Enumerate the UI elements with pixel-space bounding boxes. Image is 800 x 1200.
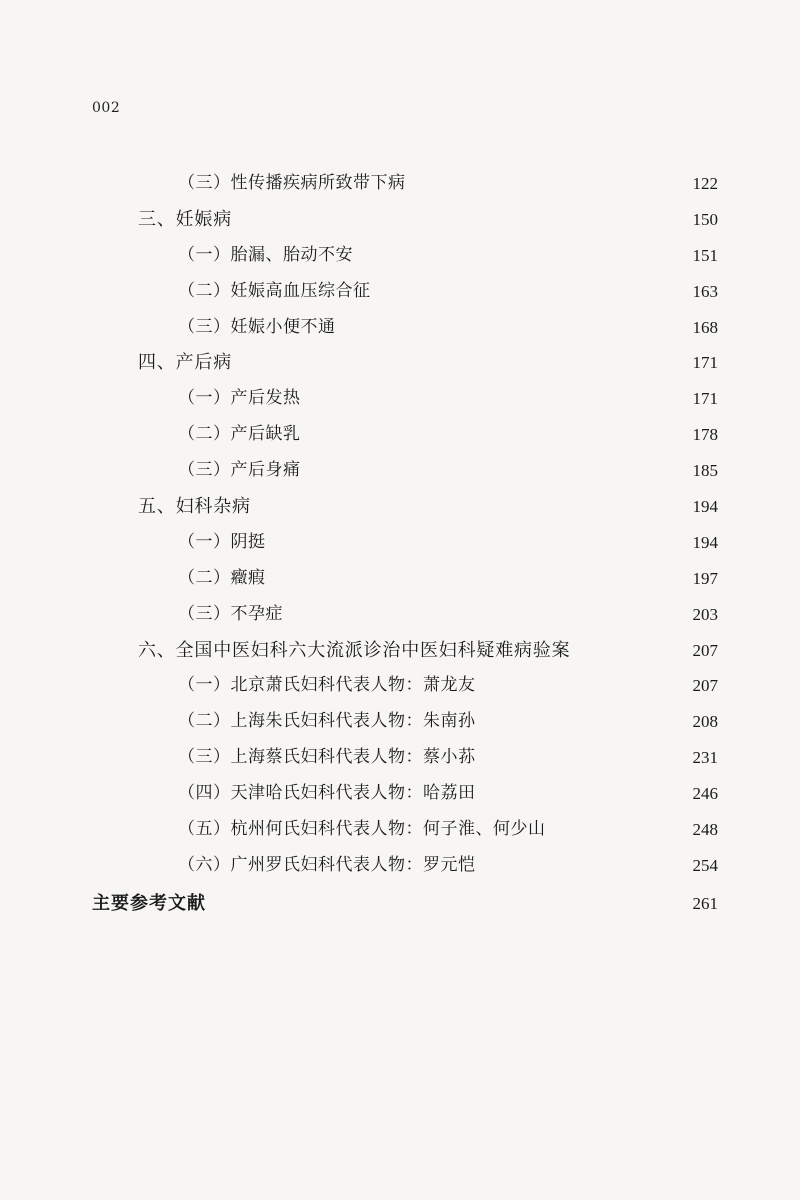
toc-entry — [0, 381, 800, 417]
toc-entry-page: 194 — [692, 532, 718, 552]
toc-chapter-page: 261 — [692, 893, 718, 913]
toc-entry-title: （一）胎漏、胎动不安 — [178, 244, 353, 265]
toc-section — [0, 345, 800, 381]
toc-section-title: 三、妊娠病 — [138, 208, 232, 230]
toc-section-title: 六、全国中医妇科六大流派诊治中医妇科疑难病验案 — [138, 639, 571, 661]
toc-entry-page: 254 — [692, 855, 718, 875]
table-of-contents — [0, 166, 800, 922]
toc-entry-page: 151 — [692, 245, 718, 265]
toc-section-page: 171 — [692, 353, 718, 373]
toc-entry-page: 208 — [692, 712, 718, 732]
toc-section-title: 五、妇科杂病 — [138, 496, 251, 518]
page-number: 002 — [92, 100, 121, 116]
toc-section-page: 207 — [692, 640, 718, 660]
toc-entry-page: 168 — [692, 317, 718, 337]
toc-entry-title: （三）妊娠小便不通 — [178, 316, 336, 337]
toc-entry — [0, 668, 800, 704]
toc-entry-page: 231 — [692, 748, 718, 768]
toc-entry-page: 248 — [692, 820, 718, 840]
toc-entry-title: （二）癥瘕 — [178, 567, 266, 588]
toc-entry-title: （六）广州罗氏妇科代表人物：罗元恺 — [178, 854, 476, 875]
toc-section-page: 150 — [692, 209, 718, 229]
toc-entry — [0, 453, 800, 489]
toc-entry — [0, 310, 800, 346]
toc-entry — [0, 704, 800, 740]
toc-entry — [0, 812, 800, 848]
toc-entry — [0, 776, 800, 812]
toc-entry — [0, 238, 800, 274]
toc-entry-page: 171 — [692, 389, 718, 409]
toc-entry-page: 122 — [692, 174, 718, 193]
toc-entry-title: （二）产后缺乳 — [178, 424, 301, 445]
toc-entry — [0, 597, 800, 633]
toc-entry-page: 163 — [692, 281, 718, 301]
toc-entry-title: （二）妊娠高血压综合征 — [178, 280, 371, 301]
toc-entry-title: （一）产后发热 — [178, 388, 301, 409]
toc-entry — [0, 525, 800, 561]
toc-entry-page: 246 — [692, 784, 718, 804]
toc-entry-title: （三）不孕症 — [178, 603, 283, 624]
toc-section — [0, 633, 800, 669]
toc-entry-page: 178 — [692, 425, 718, 445]
toc-entry-title: （一）阴挺 — [178, 531, 266, 552]
toc-section — [0, 489, 800, 525]
toc-entry-title: （二）上海朱氏妇科代表人物：朱南孙 — [178, 711, 476, 732]
toc-entry-title: （一）北京萧氏妇科代表人物：萧龙友 — [178, 675, 476, 696]
toc-entry-title: （五）杭州何氏妇科代表人物：何子淮、何少山 — [178, 819, 546, 840]
toc-section-title: 四、产后病 — [138, 352, 232, 374]
toc-entry-title: （四）天津哈氏妇科代表人物：哈荔田 — [178, 783, 476, 804]
toc-section — [0, 202, 800, 238]
toc-entry-title: （三）产后身痛 — [178, 460, 301, 481]
toc-section-page: 194 — [692, 497, 718, 517]
toc-entry-title: （三）上海蔡氏妇科代表人物：蔡小荪 — [178, 747, 476, 768]
toc-entry — [0, 848, 800, 884]
toc-entry-page: 185 — [692, 461, 718, 481]
toc-entry — [0, 274, 800, 310]
toc-entry — [0, 740, 800, 776]
toc-entry-title: （三）性传播疾病所致带下病 — [178, 173, 406, 193]
toc-entry-page: 197 — [692, 568, 718, 588]
toc-entry — [0, 561, 800, 597]
toc-chapter — [0, 886, 800, 922]
toc-chapter-title: 主要参考文献 — [92, 892, 206, 914]
toc-entry-page: 207 — [692, 676, 718, 696]
toc-entry-page: 203 — [692, 604, 718, 624]
toc-entry — [0, 417, 800, 453]
toc-entry — [0, 166, 800, 202]
